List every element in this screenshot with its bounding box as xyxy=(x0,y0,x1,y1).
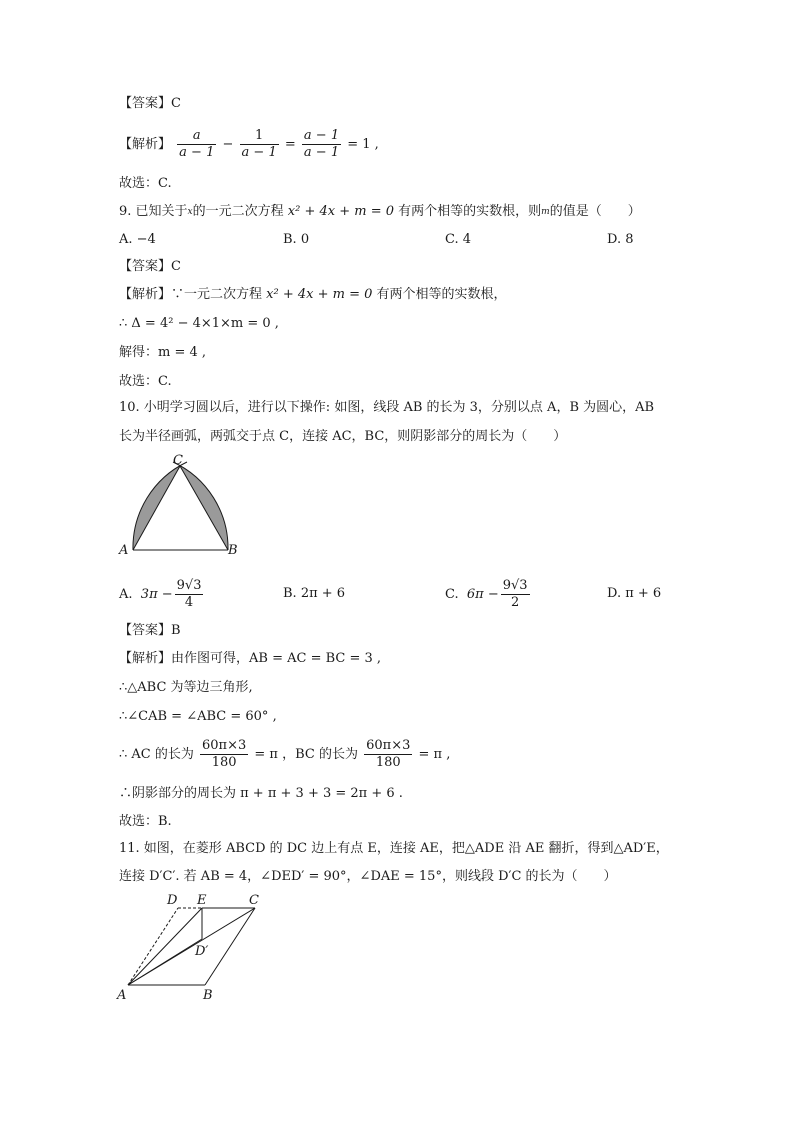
q8-analysis-label: 【解析】 xyxy=(119,137,172,152)
q9-stem xyxy=(119,202,641,222)
q10-analysis-4-den2: 180 xyxy=(375,755,401,770)
q10-segment-ac xyxy=(133,466,180,550)
q10-stem-line1: 10. 小明学习圆以后，进行以下操作: 如图，线段 AB 的长为 3，分别以点 A，B 为圆心，AB xyxy=(119,400,655,415)
q10-label-a: A xyxy=(119,543,129,558)
q10-analysis-4c: = π , xyxy=(418,747,451,762)
q9-stem-c: 有两个相等的实数根，则 xyxy=(398,204,542,219)
q10-option-a-den: 4 xyxy=(184,595,194,610)
q9-analysis xyxy=(119,285,507,305)
q8-frac3-num: a − 1 xyxy=(303,128,340,143)
q9-option-a: A. −4 xyxy=(119,232,156,247)
q8-frac2-num: 1 xyxy=(240,128,279,145)
q10-option-c-label: C. xyxy=(445,587,459,602)
q11-label-c: C xyxy=(249,893,259,908)
q10-analysis-5: ∴阴影部分的周长为 π + π + 3 + 3 = 2π + 6 . xyxy=(119,786,403,801)
q10-analysis-4a: ∴ AC 的长为 xyxy=(119,747,194,762)
q10-arc-left xyxy=(133,462,187,550)
q10-option-c-den: 2 xyxy=(511,595,520,610)
q10-option-a-pre: 3π − xyxy=(140,587,173,602)
q9-option-b: B. 0 xyxy=(283,232,310,247)
q8-frac3 xyxy=(302,128,341,161)
q9-stem-d: 的值是（ ） xyxy=(549,204,641,219)
q9-stem-x: x xyxy=(187,207,193,217)
q10-figure xyxy=(115,452,245,564)
q9-answer: 【答案】C xyxy=(119,259,181,274)
q9-analysis-a: 【解析】∵一元二次方程 xyxy=(119,287,263,302)
q10-analysis-4 xyxy=(119,738,450,771)
q8-tail: = 1 , xyxy=(347,137,379,152)
q11-figure xyxy=(115,890,275,1005)
q9-analysis-eq: x² + 4x + m = 0 xyxy=(266,287,373,302)
q10-segment-bc xyxy=(180,466,228,550)
q9-analysis-b: 有两个相等的实数根， xyxy=(376,287,507,302)
q9-stem-eq: x² + 4x + m = 0 xyxy=(287,204,394,219)
q10-option-c xyxy=(445,578,532,611)
q9-line3: 解得：m = 4 , xyxy=(119,345,207,360)
q11-label-a: A xyxy=(117,988,127,1003)
q11-label-d: D xyxy=(167,893,178,908)
q10-analysis-4-frac1 xyxy=(200,738,248,771)
q10-option-c-num: 9√3 xyxy=(502,578,528,593)
q10-stem-line2: 长为半径画弧，两弧交于点 C，连接 AC，BC，则阴影部分的周长为（ ） xyxy=(119,429,567,444)
q10-option-a-num: 9√3 xyxy=(176,578,202,593)
q10-choose: 故选：B. xyxy=(119,814,172,829)
q9-stem-m: m xyxy=(541,207,550,217)
q9-stem-a: 9. 已知关于 xyxy=(119,204,188,219)
q8-frac3-den: a − 1 xyxy=(303,145,340,160)
q10-analysis-4-num1: 60π×3 xyxy=(202,738,247,753)
q8-choose: 故选：C. xyxy=(119,176,172,191)
q10-option-a-label: A. xyxy=(119,587,133,602)
q9-option-d: D. 8 xyxy=(607,232,634,247)
q8-frac1-den: a − 1 xyxy=(179,145,215,160)
q10-label-b: B xyxy=(228,543,238,558)
q10-analysis-4b: = π ，BC 的长为 xyxy=(254,747,358,762)
q9-line2: ∴ Δ = 4² − 4×1×m = 0 , xyxy=(119,316,279,331)
q10-analysis-4-den1: 180 xyxy=(211,755,237,770)
q10-option-a-frac xyxy=(175,578,204,611)
q9-option-c: C. 4 xyxy=(445,232,472,247)
q9-choose: 故选：C. xyxy=(119,374,172,389)
q8-eq: = xyxy=(284,137,296,152)
q11-stem-line1: 11. 如图，在菱形 ABCD 的 DC 边上有点 E，连接 AE，把△ADE 沿 AE 翻折，得到△AD′E， xyxy=(119,841,669,856)
q11-label-b: B xyxy=(203,988,213,1003)
q10-option-c-frac xyxy=(501,578,530,611)
q11-label-e: E xyxy=(197,893,207,908)
q8-minus: − xyxy=(222,137,234,152)
q11-segment-ad-dashed xyxy=(128,908,178,985)
q11-label-dprime: D′ xyxy=(195,944,209,959)
q8-frac1 xyxy=(177,128,216,161)
q8-frac2-den: a − 1 xyxy=(241,145,277,160)
q10-option-a xyxy=(119,578,205,611)
q10-answer: 【答案】B xyxy=(119,623,181,638)
q8-frac1-num: a xyxy=(177,128,216,145)
q10-arc-right xyxy=(173,462,228,550)
q10-label-c: C xyxy=(173,453,183,468)
q8-analysis xyxy=(119,128,379,161)
q10-analysis-2: ∴△ABC 为等边三角形, xyxy=(119,680,253,695)
q10-analysis-4-num2: 60π×3 xyxy=(366,738,411,753)
q10-option-c-pre: 6π − xyxy=(466,587,499,602)
q8-answer: 【答案】C xyxy=(119,96,181,111)
q10-option-b: B. 2π + 6 xyxy=(283,586,346,601)
q11-segment-bc xyxy=(205,908,255,985)
q10-analysis-1: 【解析】由作图可得，AB = AC = BC = 3 , xyxy=(119,651,382,666)
q9-stem-b: 的一元二次方程 xyxy=(192,204,284,219)
q10-analysis-3: ∴∠CAB = ∠ABC = 60° , xyxy=(119,709,277,724)
q10-option-d: D. π + 6 xyxy=(607,586,662,601)
q8-frac2 xyxy=(240,128,279,161)
q10-analysis-4-frac2 xyxy=(364,738,412,771)
q11-stem-line2: 连接 D′C′. 若 AB = 4，∠DED′ = 90°，∠DAE = 15°，则线段 D′C 的长为（ ） xyxy=(119,869,617,884)
